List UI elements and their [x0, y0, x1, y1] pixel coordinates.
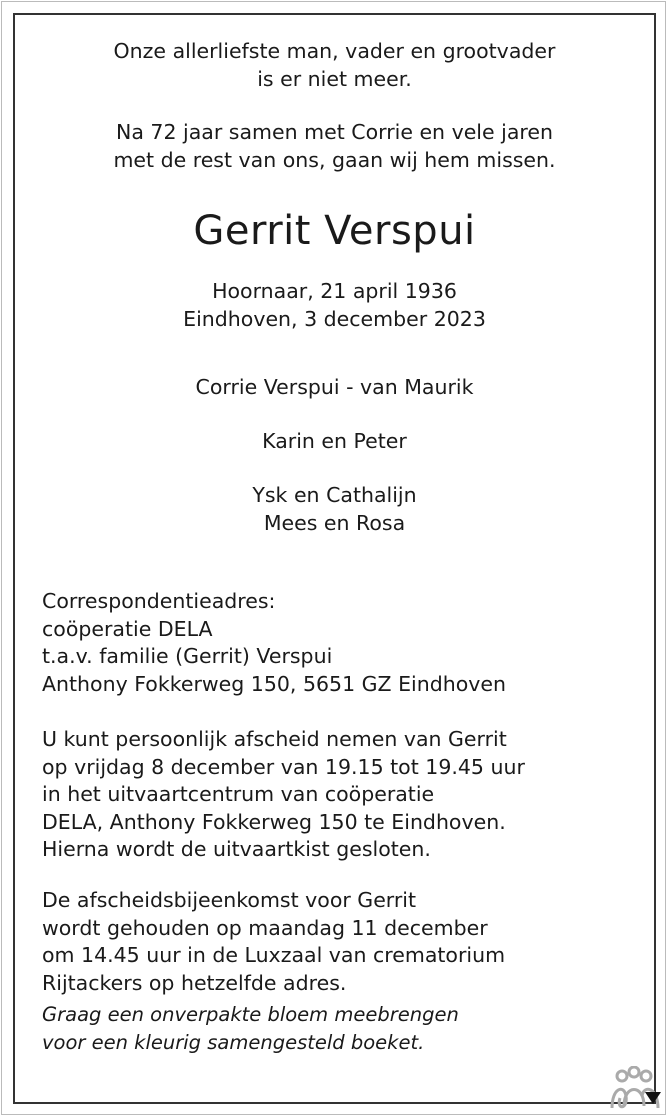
people-group-icon — [608, 1066, 664, 1114]
text-line: Rijtackers op hetzelfde adres. — [42, 970, 347, 995]
text-line: t.a.v. familie (Gerrit) Verspui — [42, 644, 333, 668]
text-line: op vrijdag 8 december van 19.15 tot 19.45 uur — [42, 754, 525, 779]
ceremony-info — [42, 887, 642, 997]
deceased-name: Gerrit Verspui — [193, 208, 476, 254]
intro-text-2 — [13, 119, 656, 174]
triangle-down-icon — [644, 1091, 662, 1105]
text-line: Graag een onverpakte bloem meebrengen — [42, 1003, 459, 1026]
text-line: Na 72 jaar samen met Corrie en vele jaren — [116, 120, 553, 144]
birth-line: Hoornaar, 21 april 1936 — [212, 279, 457, 303]
text-line: Hierna wordt de uitvaartkist gesloten. — [42, 837, 431, 861]
children: Karin en Peter — [262, 429, 407, 453]
death-line: Eindhoven, 3 december 2023 — [183, 306, 486, 331]
correspondence-address — [42, 588, 642, 698]
text-line: Ysk en Cathalijn — [252, 483, 417, 507]
text-line: De afscheidsbijeenkomst voor Gerrit — [42, 888, 417, 912]
farewell-info — [42, 726, 642, 864]
text-line: Mees en Rosa — [263, 510, 406, 535]
text-line: Onze allerliefste man, vader en grootvader — [113, 39, 556, 63]
text-line: is er niet meer. — [257, 66, 412, 91]
text-line: U kunt persoonlijk afscheid nemen van Gerrit — [42, 727, 507, 751]
spouse: Corrie Verspui - van Maurik — [195, 375, 474, 399]
intro-text — [13, 38, 656, 93]
text-line: voor een kleurig samengesteld boeket. — [42, 1030, 425, 1054]
grandchildren — [13, 482, 656, 537]
text-line: wordt gehouden op maandag 11 december — [42, 915, 488, 940]
text-line: DELA, Anthony Fokkerweg 150 te Eindhoven. — [42, 809, 506, 834]
text-line: Anthony Fokkerweg 150, 5651 GZ Eindhoven — [42, 671, 507, 696]
text-line: Correspondentieadres: — [42, 589, 276, 613]
life-dates — [13, 278, 656, 333]
text-line: in het uitvaartcentrum van coöperatie — [42, 782, 435, 806]
text-line: met de rest van ons, gaan wij hem missen. — [113, 147, 556, 172]
text-line: om 14.45 uur in de Luxzaal van crematorium — [42, 943, 506, 967]
text-line: coöperatie DELA — [42, 616, 213, 641]
flower-note — [42, 1001, 642, 1056]
